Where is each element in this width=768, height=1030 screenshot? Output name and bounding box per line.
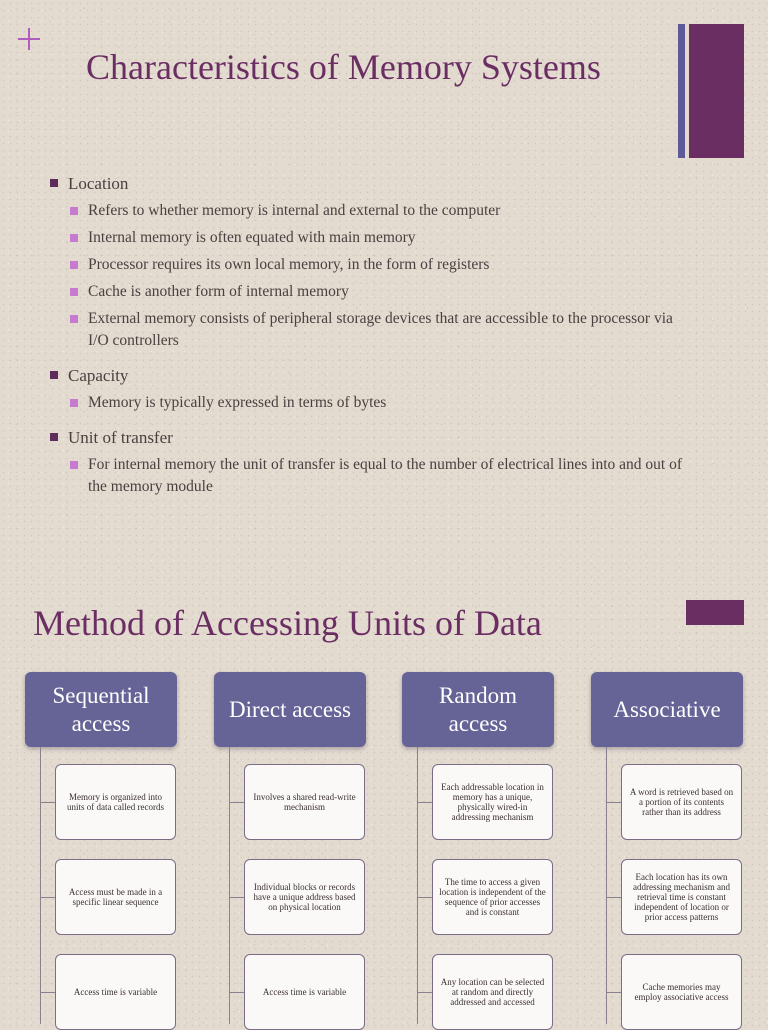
sub-bullet-text: Internal memory is often equated with main memory bbox=[88, 229, 416, 246]
connector-branch bbox=[417, 802, 433, 803]
column-header: Direct access bbox=[214, 672, 366, 747]
info-card: Each addressable location in memory has a unique, physically wired-in addressing mechanism bbox=[432, 764, 553, 840]
sub-bullet bbox=[70, 200, 690, 222]
square-bullet-icon bbox=[70, 261, 78, 269]
sub-bullet-text: Refers to whether memory is internal and external to the computer bbox=[88, 202, 501, 219]
info-card: Access time is variable bbox=[244, 954, 365, 1030]
sub-bullet-text: Processor requires its own local memory, in the form of registers bbox=[88, 256, 490, 273]
sub-bullet bbox=[70, 254, 690, 276]
square-bullet-icon bbox=[70, 315, 78, 323]
sub-bullet bbox=[70, 281, 690, 303]
connector-line bbox=[40, 747, 41, 1024]
column-header: Random access bbox=[402, 672, 554, 747]
bullet-heading bbox=[50, 172, 690, 195]
info-card: Memory is organized into units of data called records bbox=[55, 764, 176, 840]
sub-bullet bbox=[70, 454, 690, 498]
slide-title: Method of Accessing Units of Data bbox=[33, 603, 542, 643]
connector-branch bbox=[40, 897, 56, 898]
sub-bullet-text: External memory consists of peripheral storage devices that are accessible to the processor via I/O controllers bbox=[88, 310, 673, 349]
accent-bar-purple bbox=[686, 600, 744, 625]
square-bullet-icon bbox=[70, 207, 78, 215]
sub-bullet-text: For internal memory the unit of transfer is equal to the number of electrical lines into and out of the memory module bbox=[88, 456, 682, 495]
connector-line bbox=[606, 747, 607, 1024]
bullet-heading bbox=[50, 364, 690, 387]
bullet-heading-text: Location bbox=[68, 174, 129, 193]
info-card: A word is retrieved based on a portion of its contents rather than its address bbox=[621, 764, 742, 840]
square-bullet-icon bbox=[50, 433, 58, 441]
info-card: Access time is variable bbox=[55, 954, 176, 1030]
connector-branch bbox=[229, 802, 245, 803]
sub-bullet-text: Memory is typically expressed in terms of bytes bbox=[88, 394, 387, 411]
connector-branch bbox=[40, 802, 56, 803]
info-card: Involves a shared read-write mechanism bbox=[244, 764, 365, 840]
slide-title: Characteristics of Memory Systems bbox=[86, 47, 601, 87]
connector-branch bbox=[606, 897, 622, 898]
square-bullet-icon bbox=[50, 179, 58, 187]
column-sequential-access bbox=[25, 672, 177, 1024]
bullet-heading bbox=[50, 426, 690, 449]
column-associative bbox=[591, 672, 743, 1024]
accent-bar-blue bbox=[678, 24, 685, 158]
connector-branch bbox=[417, 992, 433, 993]
column-header: Associative bbox=[591, 672, 743, 747]
connector-branch bbox=[606, 992, 622, 993]
sub-bullet bbox=[70, 227, 690, 249]
info-card: Cache memories may employ associative access bbox=[621, 954, 742, 1030]
bullet-heading-text: Unit of transfer bbox=[68, 428, 173, 447]
info-card: Each location has its own addressing mechanism and retrieval time is constant independent of location or prior access patterns bbox=[621, 859, 742, 935]
accent-bar-purple bbox=[689, 24, 744, 158]
connector-branch bbox=[229, 897, 245, 898]
section-location bbox=[50, 172, 690, 352]
connector-branch bbox=[40, 992, 56, 993]
info-card: Any location can be selected at random and directly addressed and accessed bbox=[432, 954, 553, 1030]
sub-bullet bbox=[70, 392, 690, 414]
square-bullet-icon bbox=[70, 399, 78, 407]
section-capacity bbox=[50, 364, 690, 414]
section-unit-of-transfer bbox=[50, 426, 690, 498]
square-bullet-icon bbox=[50, 371, 58, 379]
column-direct-access bbox=[214, 672, 366, 1024]
info-card: Access must be made in a specific linear sequence bbox=[55, 859, 176, 935]
column-random-access bbox=[402, 672, 554, 1024]
info-card: The time to access a given location is independent of the sequence of prior accesses and is constant bbox=[432, 859, 553, 935]
slide-access-methods bbox=[0, 590, 768, 1024]
connector-line bbox=[229, 747, 230, 1024]
column-header: Sequential access bbox=[25, 672, 177, 747]
connector-line bbox=[417, 747, 418, 1024]
bullet-list bbox=[50, 172, 690, 510]
sub-bullet bbox=[70, 308, 690, 352]
square-bullet-icon bbox=[70, 288, 78, 296]
bullet-heading-text: Capacity bbox=[68, 366, 129, 385]
connector-branch bbox=[417, 897, 433, 898]
square-bullet-icon bbox=[70, 461, 78, 469]
plus-icon bbox=[18, 28, 40, 50]
info-card: Individual blocks or records have a unique address based on physical location bbox=[244, 859, 365, 935]
connector-branch bbox=[606, 802, 622, 803]
square-bullet-icon bbox=[70, 234, 78, 242]
sub-bullet-text: Cache is another form of internal memory bbox=[88, 283, 349, 300]
connector-branch bbox=[229, 992, 245, 993]
